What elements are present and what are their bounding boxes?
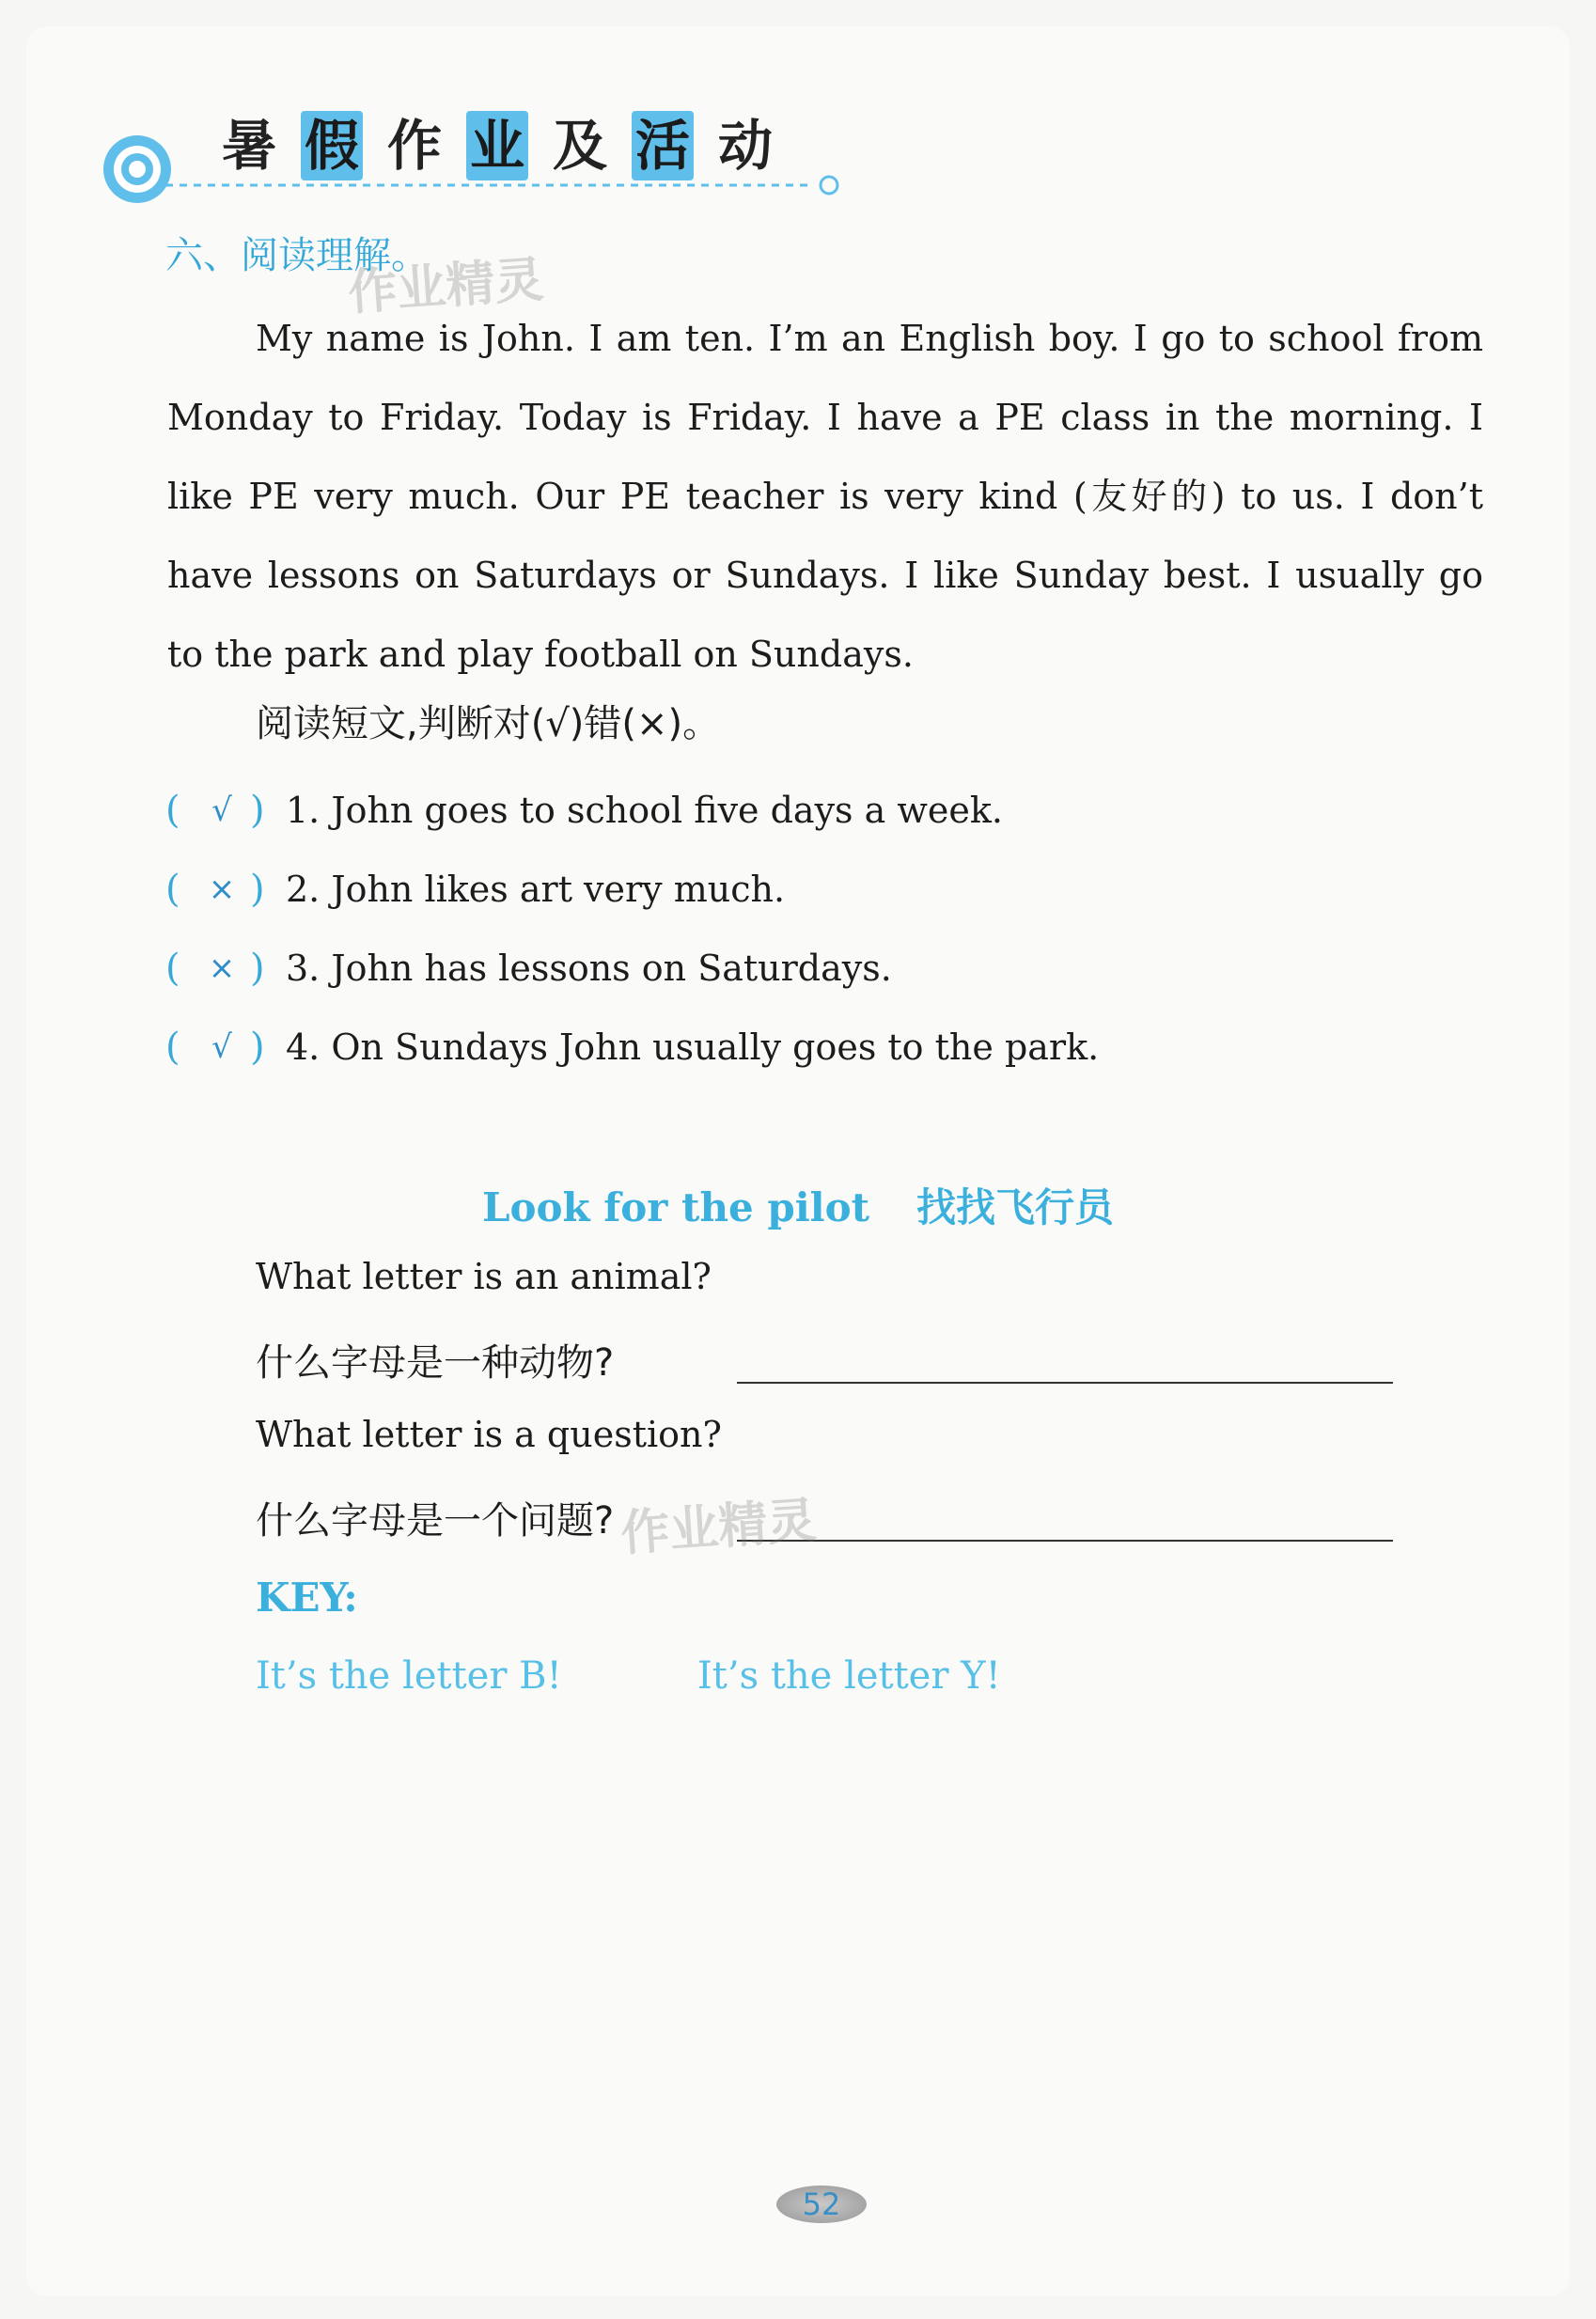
question-1-cn: 什么字母是一种动物? [256, 1341, 615, 1385]
passage-text: My name is John. I am ten. I’m an English boy. I go to school from Monday to Friday. Today is Friday. I have a PE class in the morning. I like PE very much. Our PE teacher is very kind (友好的) to us. I don’t have lessons on Saturdays or Sundays. I like Sunday best. I usually go to the park and play football on Sundays. [167, 318, 1483, 675]
key-answer-2: It’s the letter Y! [697, 1654, 1001, 1698]
answer-mark: × [208, 949, 236, 987]
section-title: 六、阅读理解。 [165, 234, 429, 277]
answer-mark: × [208, 870, 236, 908]
watermark: 作业精灵 [618, 1492, 819, 1563]
concentric-circle-icon [100, 132, 175, 207]
page-number: 52 [776, 2186, 867, 2223]
true-false-list [165, 771, 1387, 1087]
header-title-char: 动 [717, 114, 773, 178]
answer-line-1 [737, 1382, 1393, 1384]
close-paren: ) [250, 868, 265, 911]
answer-mark: √ [211, 1028, 232, 1066]
open-paren: ( [165, 947, 180, 990]
reading-passage [167, 299, 1483, 694]
list-item [165, 850, 1387, 929]
list-item [165, 929, 1387, 1008]
header-title-char: 暑 [221, 114, 276, 178]
item-text: 1. John goes to school five days a week. [286, 790, 1003, 831]
watermark: 作业精灵 [346, 251, 546, 322]
list-item [165, 771, 1387, 850]
item-text: 2. John likes art very much. [286, 869, 786, 910]
answer-mark: √ [211, 791, 232, 829]
header-title-char: 假 [301, 111, 363, 180]
open-paren: ( [165, 789, 180, 832]
puzzle-title-cn: 找找飞行员 [916, 1184, 1115, 1230]
list-item [165, 1008, 1387, 1087]
header-title-char: 及 [552, 114, 607, 178]
puzzle-title [0, 1177, 1596, 1233]
close-paren: ) [250, 1026, 265, 1069]
header-title-char: 业 [466, 111, 528, 180]
puzzle-title-en: Look for the pilot [481, 1184, 870, 1230]
open-paren: ( [165, 1026, 180, 1069]
item-text: 3. John has lessons on Saturdays. [286, 948, 892, 989]
instruction: 阅读短文,判断对(√)错(×)。 [256, 702, 721, 745]
item-text: 4. On Sundays John usually goes to the park. [286, 1026, 1100, 1068]
close-paren: ) [250, 947, 265, 990]
answer-line-2 [737, 1540, 1393, 1542]
question-2-cn: 什么字母是一个问题? [256, 1499, 615, 1543]
key-label: KEY: [256, 1575, 358, 1621]
close-paren: ) [250, 789, 265, 832]
question-1-en: What letter is an animal? [256, 1256, 712, 1297]
header-title-char: 活 [632, 111, 694, 180]
open-paren: ( [165, 868, 180, 911]
question-2-en: What letter is a question? [256, 1414, 722, 1455]
key-answer-1: It’s the letter B! [256, 1654, 562, 1698]
header-title-char: 作 [386, 114, 442, 178]
dotted-divider [165, 174, 842, 196]
